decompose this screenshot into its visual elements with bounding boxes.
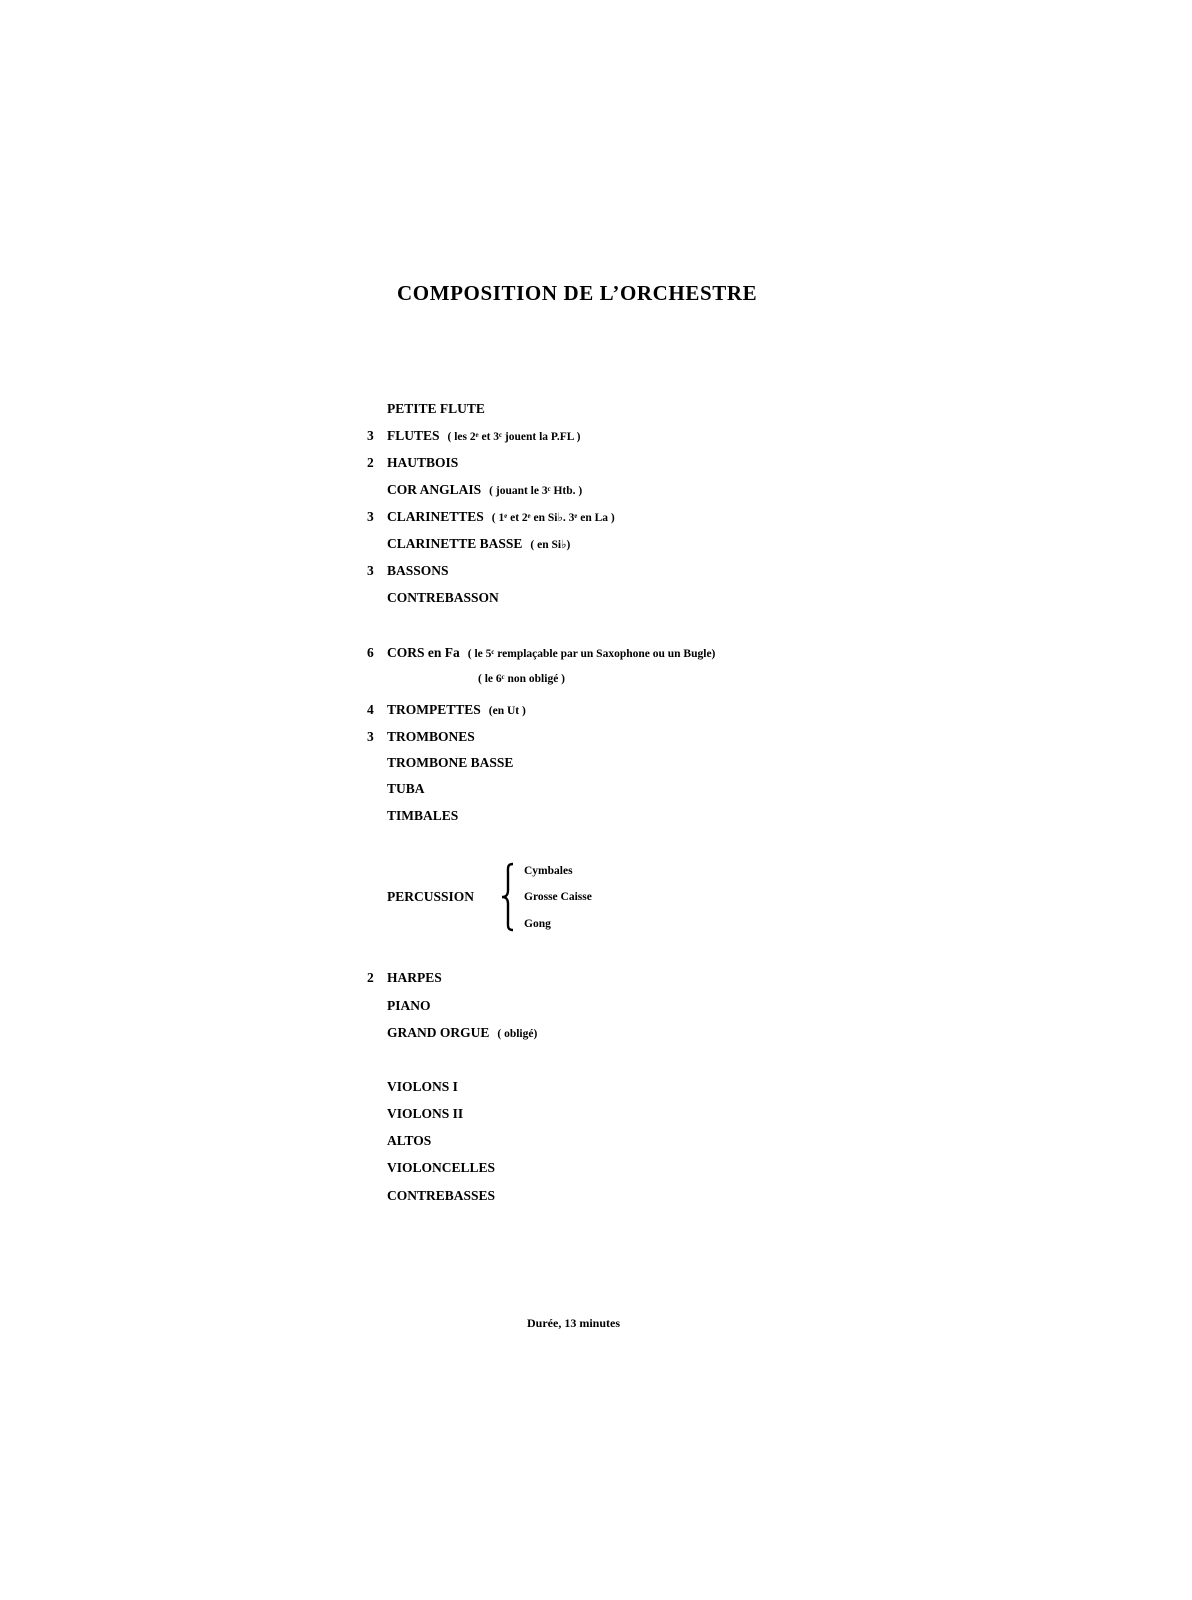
instrument-count: 6 bbox=[367, 645, 374, 660]
instrument-count: 3 bbox=[367, 428, 374, 443]
instrument-name: CLARINETTES ( 1ᵉ et 2ᵉ en Si♭. 3ᵉ en La ) bbox=[387, 509, 615, 524]
instrument-name: FLUTES ( les 2ᵉ et 3ᶜ jouent la P.FL ) bbox=[387, 428, 581, 443]
instrument-count: 3 bbox=[367, 509, 374, 524]
instrument-name: VIOLONCELLES bbox=[387, 1160, 496, 1175]
instrument-name: HARPES bbox=[387, 970, 442, 985]
instrument-name: ALTOS bbox=[387, 1133, 432, 1148]
instrument-count: 3 bbox=[367, 563, 374, 578]
duration-text: Durée, 13 minutes bbox=[527, 1316, 620, 1330]
instrument-name: TROMBONE BASSE bbox=[387, 755, 514, 770]
percussion-label: PERCUSSION bbox=[387, 889, 475, 904]
percussion-item: Grosse Caisse bbox=[524, 891, 592, 903]
instrument-name: TROMPETTES (en Ut ) bbox=[387, 702, 526, 717]
instrument-name: HAUTBOIS bbox=[387, 455, 459, 470]
instrument-count: 3 bbox=[367, 729, 374, 744]
instrument-name: TUBA bbox=[387, 781, 425, 796]
instrument-name: VIOLONS I bbox=[387, 1079, 458, 1094]
instrument-name: TIMBALES bbox=[387, 808, 459, 823]
percussion-item: Gong bbox=[524, 918, 551, 930]
instrument-name: TROMBONES bbox=[387, 729, 475, 744]
instrument-count: 4 bbox=[367, 702, 374, 717]
instrument-name: VIOLONS II bbox=[387, 1106, 464, 1121]
instrument-name: CLARINETTE BASSE ( en Si♭) bbox=[387, 536, 571, 551]
instrument-note: ( 1ᵉ et 2ᵉ en Si♭. 3ᵉ en La ) bbox=[491, 512, 615, 524]
instrument-name: PETITE FLUTE bbox=[387, 401, 485, 416]
cors-subnote: ( le 6ᶜ non obligé ) bbox=[478, 673, 565, 685]
instrument-name: BASSONS bbox=[387, 563, 449, 578]
instrument-note: ( les 2ᵉ et 3ᶜ jouent la P.FL ) bbox=[447, 431, 581, 443]
instrument-name: CONTREBASSES bbox=[387, 1188, 496, 1203]
instrument-note: (en Ut ) bbox=[488, 705, 526, 717]
page-title: COMPOSITION DE L’ORCHESTRE bbox=[397, 281, 758, 305]
instrument-name: CORS en Fa ( le 5ᶜ remplaçable par un Saxophone ou un Bugle) bbox=[387, 645, 716, 660]
instrument-count: 2 bbox=[367, 455, 374, 470]
instrument-note: ( en Si♭) bbox=[530, 539, 571, 551]
instrument-note: ( jouant le 3ᶜ Htb. ) bbox=[489, 485, 583, 497]
instrument-name: GRAND ORGUE ( obligé) bbox=[387, 1025, 538, 1040]
instrument-count: 2 bbox=[367, 970, 374, 985]
percussion-item: Cymbales bbox=[524, 865, 573, 877]
instrument-name: COR ANGLAIS ( jouant le 3ᶜ Htb. ) bbox=[387, 482, 583, 497]
curly-brace-icon bbox=[500, 862, 516, 932]
instrument-name: PIANO bbox=[387, 998, 431, 1013]
instrument-name: CONTREBASSON bbox=[387, 590, 499, 605]
instrument-note: ( le 5ᶜ remplaçable par un Saxophone ou un Bugle) bbox=[467, 648, 716, 660]
instrument-note: ( obligé) bbox=[497, 1028, 538, 1040]
